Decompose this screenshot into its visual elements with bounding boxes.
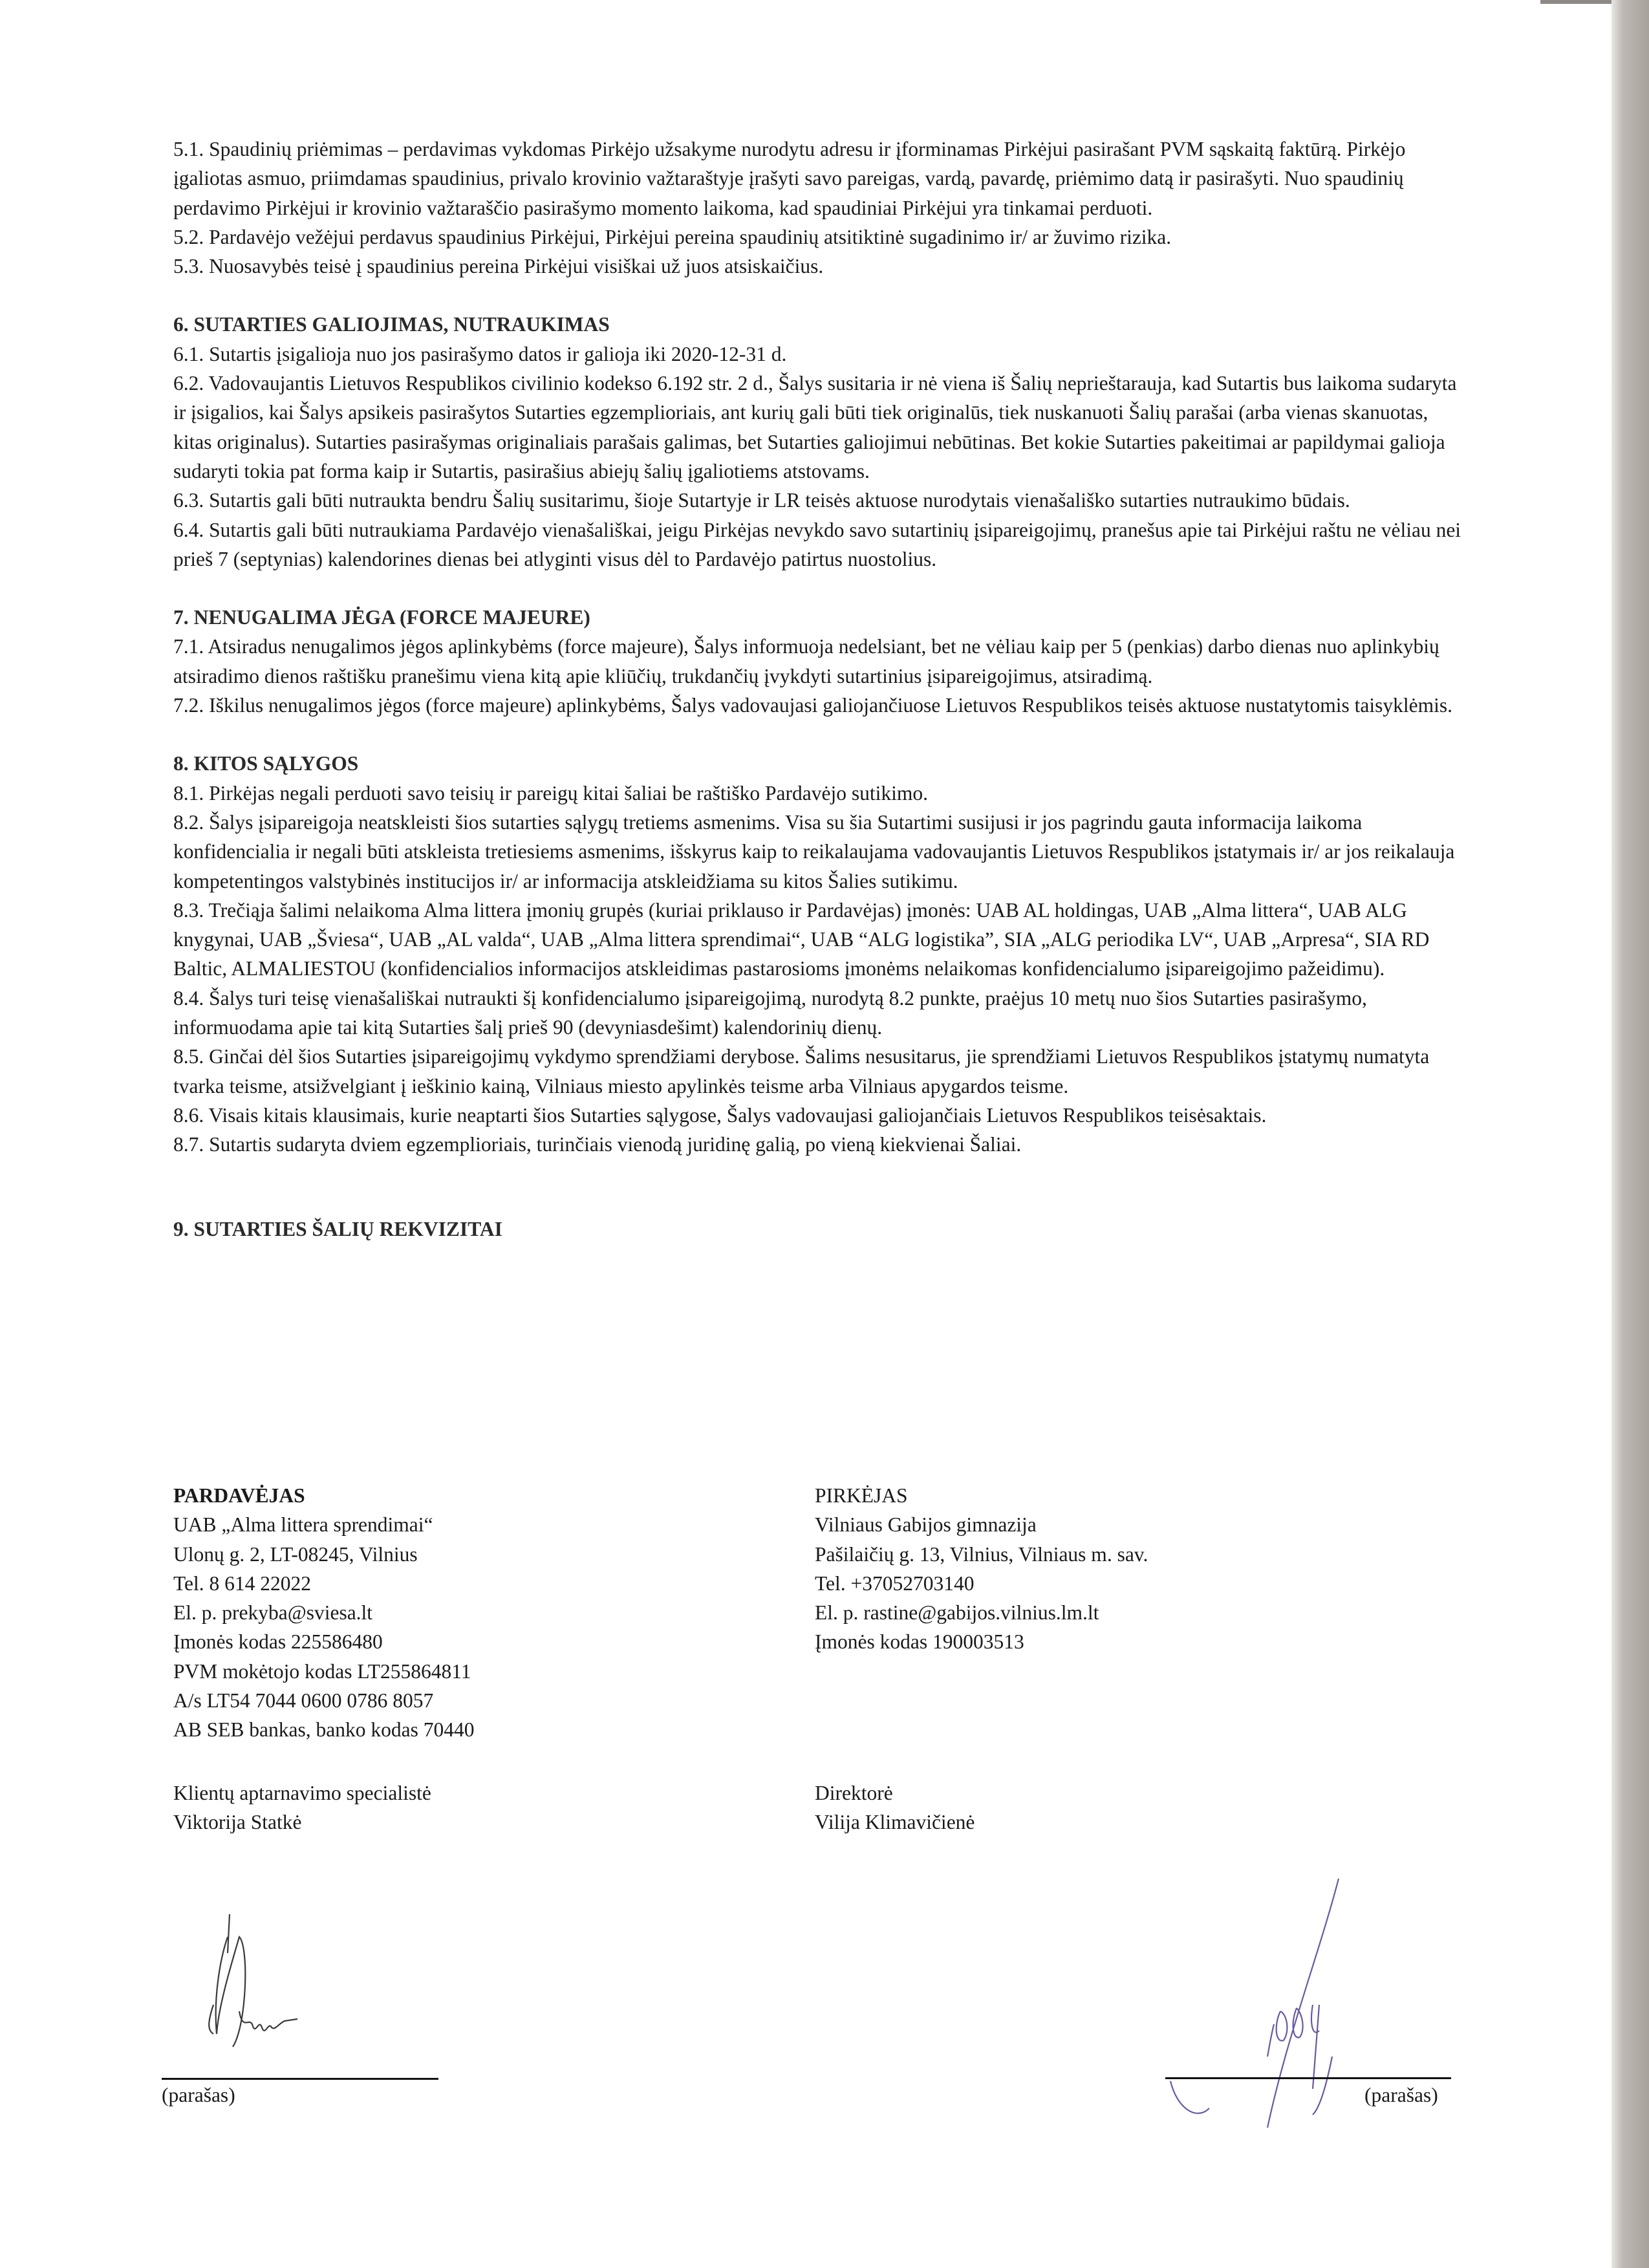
clause-8-2: 8.2. Šalys įsipareigoja neatskleisti šios sutarties sąlygų tretiems asmenims. Visa su šia Sutartimi susijusi ir jos pagrindu gauta informacija laikoma konfidencialia ir negali būti atskleista tretiesiems asmenims, išskyrus kaip to reikalaujama vadovaujantis Lietuvos Respublikos įstatymais ir/ ar jos reikalauja kompetentingos valstybinės institucijos ir/ ar informacija atskleidžiama su kitos Šalies sutikimu. [173,810,1455,892]
signature-area [0,1875,1649,2134]
buyer-signer [815,1778,975,1837]
clause-6-1: 6.1. Sutartis įsigalioja nuo jos pasirašymo datos ir galioja iki 2020-12-31 d. [173,342,787,365]
buyer-phone: Tel. +37052703140 [815,1571,975,1595]
buyer-company-code: Įmonės kodas 190003513 [815,1630,1024,1654]
seller-role: PARDAVĖJAS [173,1484,305,1507]
clause-6-4: 6.4. Sutartis gali būti nutraukiama Pardavėjo vienašališkai, jeigu Pirkėjas nevykdo savo sutartinių įsipareigojimų, pranešus apie tai Pirkėjui raštu ne vėliau nei prieš 7 (septynias) kalendorines dienas bei atlyginti visus dėl to Pardavėjo patirtus nuostolius. [173,518,1461,570]
buyer-signature-line [1165,2077,1451,2079]
buyer-signer-name: Vilija Klimavičienė [815,1811,975,1834]
seller-phone: Tel. 8 614 22022 [173,1571,312,1595]
seller-signer [173,1778,431,1837]
section-8 [173,749,1467,1159]
clause-8-1: 8.1. Pirkėjas negali perduoti savo teisių ir pareigų kitai šaliai be raštiško Pardavėjo sutikimo. [173,781,929,805]
buyer-signature-icon [1158,1875,1364,2134]
scan-edge-mark [1540,0,1611,4]
section-7 [173,603,1467,720]
section-8-heading: 8. KITOS SĄLYGOS [173,752,359,775]
buyer-block [815,1481,1397,1657]
clause-7-2: 7.2. Iškilus nenugalimos jėgos (force majeure) aplinkybėms, Šalys vadovaujasi galiojančiuose Lietuvos Respublikos teisės aktuose nustatytomis taisyklėmis. [173,694,1453,717]
seller-name: UAB „Alma littera sprendimai“ [173,1513,433,1537]
seller-bank: AB SEB bankas, banko kodas 70440 [173,1718,475,1742]
section-7-heading: 7. NENUGALIMA JĖGA (FORCE MAJEURE) [173,606,590,629]
seller-bank-account: A/s LT54 7044 0600 0786 8057 [173,1689,434,1712]
buyer-role: PIRKĖJAS [815,1484,908,1507]
clause-8-3: 8.3. Trečiąja šalimi nelaikoma Alma littera įmonių grupės (kuriai priklauso ir Pardavėjas) įmonės: UAB AL holdingas, UAB „Alma littera“, UAB ALG knygynai, UAB „Šviesa“, UAB „AL valda“, UAB „Alma littera sprendimai“, UAB “ALG logistika”, SIA „ALG periodika LV“, UAB „Arpresa“, SIA RD Baltic, ALMALIESTOU (konfidencialios informacijos atskleidimas pastarosioms įmonėms nelaikomas konfidencialumo įsipareigojimo pažeidimu). [173,898,1430,980]
seller-signature-label: (parašas) [162,2084,235,2106]
clause-5-3: 5.3. Nuosavybės teisė į spaudinius pereina Pirkėjui visiškai už juos atsiskaičius. [173,255,824,278]
clause-8-6: 8.6. Visais kitais klausimais, kurie neaptarti šios Sutarties sąlygose, Šalys vadovaujasi galiojančiais Lietuvos Respublikos teisėsaktais. [173,1103,1267,1127]
clause-7-1: 7.1. Atsiradus nenugalimos jėgos aplinkybėms (force majeure), Šalys informuoja nedelsiant, bet ne vėliau kaip per 5 (penkias) darbo dienas nuo aplinkybių atsiradimo dienos raštišku pranešimu viena kitą apie kliūčių, trukdančių įvykdyti sutartinius įsipareigojimus, atsiradimą. [173,635,1439,687]
buyer-name: Vilniaus Gabijos gimnazija [815,1513,1037,1537]
seller-company-code: Įmonės kodas 225586480 [173,1630,383,1654]
buyer-address: Pašilaičių g. 13, Vilnius, Vilniaus m. sav. [815,1542,1148,1566]
contract-body [173,135,1467,1244]
seller-address: Ulonų g. 2, LT-08245, Vilnius [173,1542,418,1566]
seller-signer-title: Klientų aptarnavimo specialistė [173,1782,431,1804]
buyer-email: El. p. rastine@gabijos.vilnius.lm.lt [815,1601,1099,1625]
seller-signature-line [162,2078,438,2080]
section-6-heading: 6. SUTARTIES GALIOJIMAS, NUTRAUKIMAS [173,313,610,336]
buyer-signature-label: (parašas) [1364,2084,1438,2106]
clause-6-2: 6.2. Vadovaujantis Lietuvos Respublikos civilinio kodekso 6.192 str. 2 d., Šalys susitaria ir nė viena iš Šalių neprieštarauja, kad Sutartis bus laikoma sudaryta ir įsigalios, kai Šalys apsikeis pasirašytos Sutarties egzemplioriais, ant kurių gali būti tiek originalūs, tiek nuskanuoti Šalių parašai (arba vienas skanuotas, kitas originalus). Sutarties pasirašymas originaliais parašais galimas, bet Sutarties galiojimui nebūtinas. Bet kokie Sutarties pakeitimai ar papildymai galioja sudaryti tokia pat forma kaip ir Sutartis, pasirašius abiejų šalių įgaliotiems atstovams. [173,372,1457,482]
seller-vat-code: PVM mokėtojo kodas LT255864811 [173,1659,471,1683]
section-9-heading: 9. SUTARTIES ŠALIŲ REKVIZITAI [173,1217,502,1240]
clause-5-2: 5.2. Pardavėjo vežėjui perdavus spaudinius Pirkėjui, Pirkėjui pereina spaudinių atsitiktinė sugadinimo ir/ ar žuvimo rizika. [173,225,1172,248]
seller-block [173,1481,755,1745]
seller-email: El. p. prekyba@sviesa.lt [173,1601,373,1625]
clause-8-4: 8.4. Šalys turi teisę vienašališkai nutraukti šį konfidencialumo įsipareigojimą, nurodytą 8.2 punkte, praėjus 10 metų nuo šios Sutarties pasirašymo, informuodama apie tai kitą Sutarties šalį prieš 90 (devyniasdešimt) kalendorinių dienų. [173,986,1367,1039]
buyer-signer-title: Direktorė [815,1782,893,1804]
seller-signature-icon [194,1908,388,2057]
clause-6-3: 6.3. Sutartis gali būti nutraukta bendru Šalių susitarimu, šioje Sutartyje ir LR teisės aktuose nurodytais vienašališko sutarties nutraukimo būdais. [173,489,1350,512]
section-5 [173,135,1467,281]
clause-8-5: 8.5. Ginčai dėl šios Sutarties įsipareigojimų vykdymo sprendžiami derybose. Šalims nesusitarus, jie sprendžiami Lietuvos Respublikos įstatymų numatyta tvarka teisme, atsižvelgiant į ieškinio kainą, Vilniaus miesto apylinkės teisme arba Vilniaus apygardos teisme. [173,1045,1430,1097]
clause-5-1: 5.1. Spaudinių priėmimas – perdavimas vykdomas Pirkėjo užsakyme nurodytu adresu ir įforminamas Pirkėjui pasirašant PVM sąskaitą faktūrą. Pirkėjo įgaliotas asmuo, priimdamas spaudinius, privalo krovinio važtaraštyje įrašyti savo pareigas, vardą, pavardę, priėmimo datą ir pasirašyti. Nuo spaudinių perdavimo Pirkėjui ir krovinio važtaraščio pasirašymo momento laikoma, kad spaudiniai Pirkėjui yra tinkamai perduoti. [173,138,1406,219]
seller-signer-name: Viktorija Statkė [173,1811,302,1834]
clause-8-7: 8.7. Sutartis sudaryta dviem egzemplioriais, turinčiais vienodą juridinę galią, po vieną kiekvienai Šaliai. [173,1133,1022,1156]
section-6 [173,310,1467,574]
